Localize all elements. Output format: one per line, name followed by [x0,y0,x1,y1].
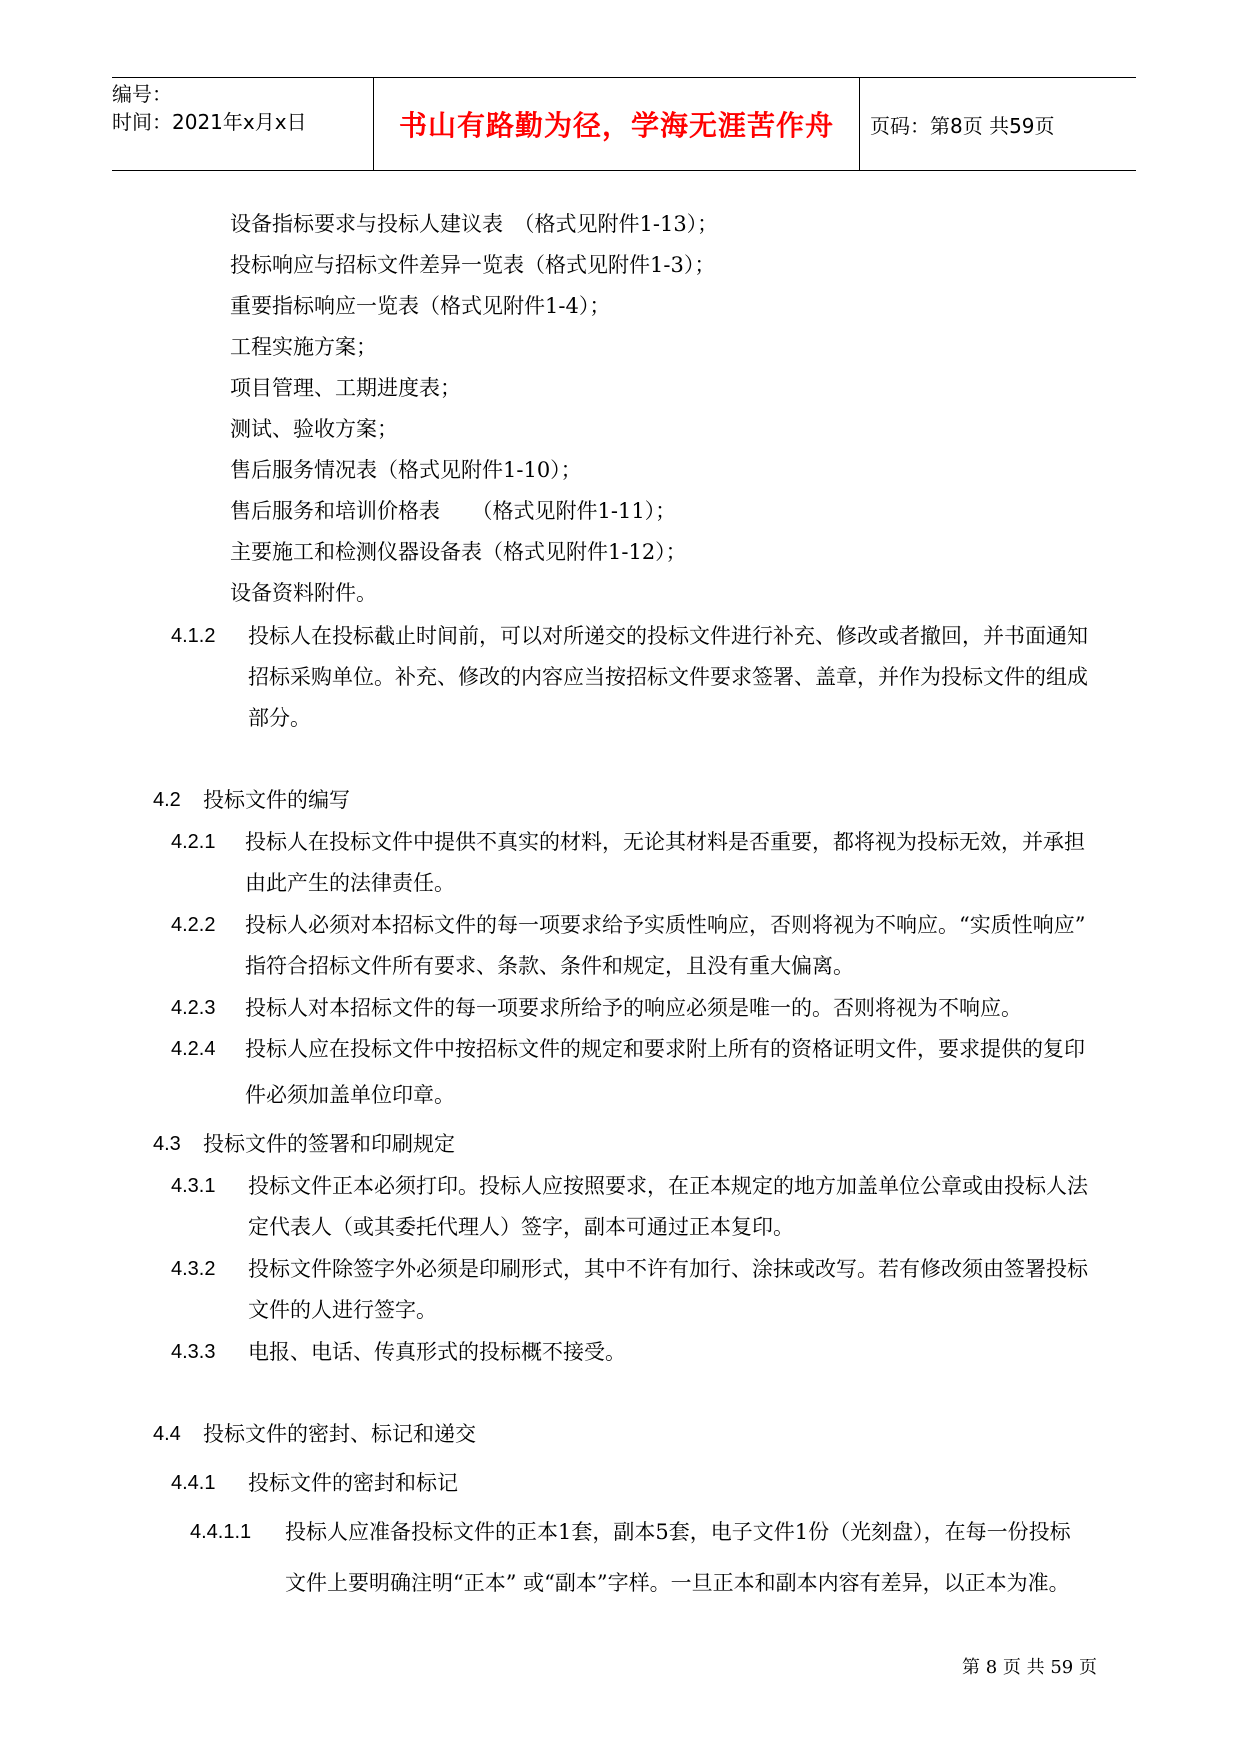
section-number: 4.3 [153,1133,181,1155]
clause-text: 投标文件除签字外必须是印刷形式，其中不许有加行、涂抹或改写。若有修改须由签署投标 [248,1257,1088,1281]
clause-text: 投标人在投标文件中提供不真实的材料，无论其材料是否重要，都将视为投标无效，并承担 [245,830,1085,854]
clause-number: 4.3.3 [171,1341,216,1363]
clause-text: 投标文件正本必须打印。投标人应按照要求，在正本规定的地方加盖单位公章或由投标人法 [248,1174,1088,1198]
clause-text: 招标采购单位。补充、修改的内容应当按招标文件要求签署、盖章，并作为投标文件的组成 [248,665,1088,689]
section-number: 4.2 [153,789,181,811]
list-item: 测试、验收方案； [230,417,398,441]
clause-number: 4.3.1 [171,1175,216,1197]
document-number-label: 编号： [112,82,172,106]
list-item: 投标响应与招标文件差异一览表（格式见附件1-3）； [230,253,716,277]
list-item: 售后服务和培训价格表 （格式见附件1-11）； [230,499,677,523]
header-motto: 书山有路勤为径，学海无涯苦作舟 [398,109,834,142]
list-item: 重要指标响应一览表（格式见附件1-4）； [230,294,611,318]
clause-text: 指符合招标文件所有要求、条款、条件和规定，且没有重大偏离。 [245,954,854,978]
list-item: 设备指标要求与投标人建议表 （格式见附件1-13）； [230,212,719,236]
clause-number: 4.2.4 [171,1038,216,1060]
list-item: 项目管理、工期进度表； [230,376,461,400]
clause-text: 部分。 [248,706,311,730]
clause-text: 投标人在投标截止时间前，可以对所递交的投标文件进行补充、修改或者撤回，并书面通知 [248,624,1088,648]
clause-text: 文件的人进行签字。 [248,1298,437,1322]
list-item: 工程实施方案； [230,335,377,359]
header-meta [112,78,374,170]
page-header [112,77,1136,171]
list-item: 主要施工和检测仪器设备表（格式见附件1-12）； [230,540,687,564]
list-item: 售后服务情况表（格式见附件1-10）； [230,458,582,482]
clause-number: 4.4.1.1 [190,1521,252,1543]
section-title: 投标文件的密封、标记和递交 [203,1422,476,1446]
section-title: 投标文件的编写 [203,788,350,812]
header-page-code: 页码：第8页 共59页 [870,113,1055,138]
clause-text: 由此产生的法律责任。 [245,871,455,895]
clause-number: 4.1.2 [171,625,216,647]
clause-number: 4.4.1 [171,1472,216,1494]
clause-title: 投标文件的密封和标记 [248,1471,458,1495]
clause-text: 投标人应在投标文件中按招标文件的规定和要求附上所有的资格证明文件，要求提供的复印 [245,1037,1085,1061]
clause-text: 文件上要明确注明“正本” 或“副本”字样。一旦正本和副本内容有差异，以正本为准。 [285,1571,1070,1595]
clause-number: 4.2.1 [171,831,216,853]
section-number: 4.4 [153,1423,181,1445]
clause-text: 定代表人（或其委托代理人）签字，副本可通过正本复印。 [248,1215,794,1239]
clause-text: 投标人对本招标文件的每一项要求所给予的响应必须是唯一的。否则将视为不响应。 [245,996,1022,1020]
clause-text: 投标人必须对本招标文件的每一项要求给予实质性响应，否则将视为不响应。“实质性响应” [245,913,1086,937]
clause-text: 电报、电话、传真形式的投标概不接受。 [248,1340,626,1364]
clause-text: 件必须加盖单位印章。 [245,1083,455,1107]
list-item: 设备资料附件。 [230,581,377,605]
clause-number: 4.3.2 [171,1258,216,1280]
clause-text: 投标人应准备投标文件的正本1套，副本5套，电子文件1份（光刻盘），在每一份投标 [285,1520,1071,1544]
header-motto-cell [374,78,860,170]
document-time: 时间：2021年x月x日 [112,110,307,134]
page-footer: 第 8 页 共 59 页 [962,1657,1097,1678]
section-title: 投标文件的签署和印刷规定 [203,1132,455,1156]
clause-number: 4.2.3 [171,997,216,1019]
clause-number: 4.2.2 [171,914,216,936]
